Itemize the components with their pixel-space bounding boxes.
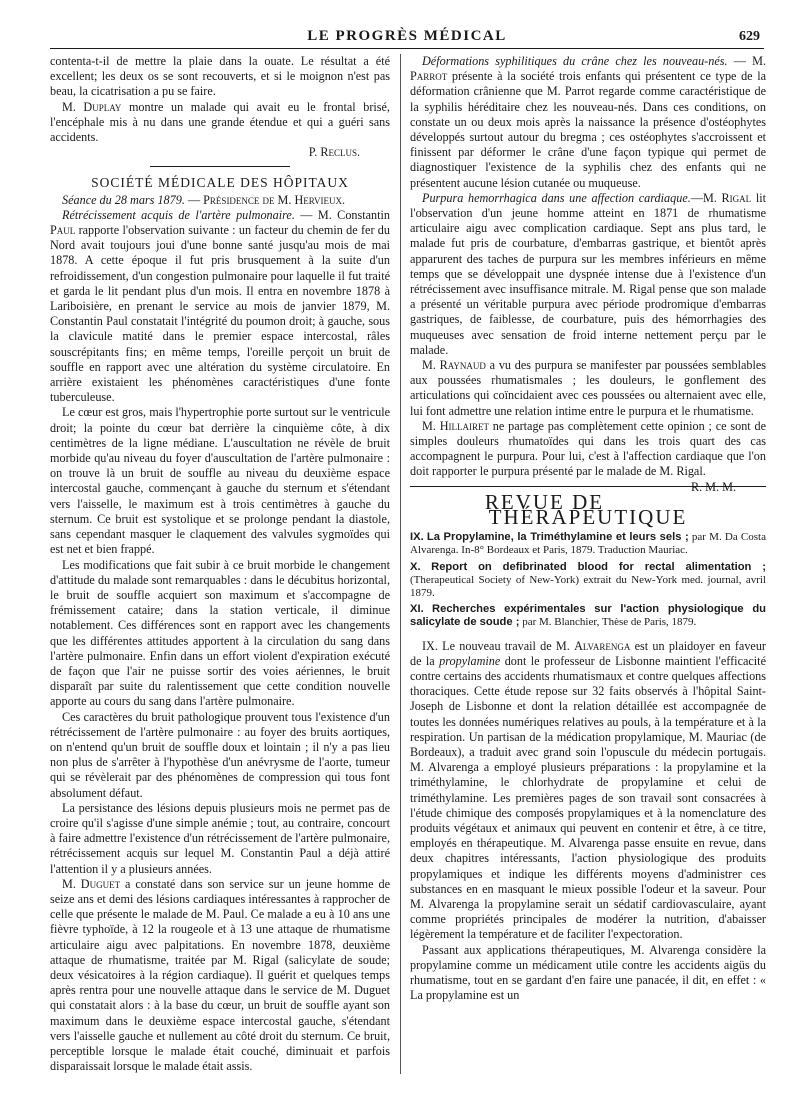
- reference-entry: XI. Recherches expérimentales sur l'action physiologique du salicylate de soude ; par M. Blanchier, Thèse de Paris, 1879.: [410, 603, 766, 629]
- section-title: SOCIÉTÉ MÉDICALE DES HÔPITAUX: [91, 175, 349, 191]
- author-name: M. Duplay: [62, 99, 122, 114]
- paragraph: La persistance des lésions depuis plusieurs mois ne permet pas de croire qu'il s'agisse d'une simple anémie ; tout, au contraire, concourt à faire admettre l'existence d'un rétrécissement de l'artère pulmonaire, rétrécissement acquis sur lequel M. Constantin Paul a déjà attiré l'attention il y a plusieurs années.: [50, 800, 390, 876]
- page-number: 629: [739, 29, 760, 44]
- journal-title: LE PROGRÈS MÉDICAL: [307, 28, 507, 44]
- section-divider: [150, 166, 290, 167]
- column-divider: [400, 54, 401, 1074]
- paragraph: contenta-t-il de mettre la plaie dans la ouate. Le résultat a été excellent; les deux os se sont recouverts, et si le moignon n'est pas beau, la cicatrisation a pu se faire.: [50, 54, 390, 99]
- section-title: REVUE DE THÉRAPEUTIQUE: [484, 489, 688, 529]
- paragraph: Passant aux applications thérapeutiques, M. Alvarenga considère la propylamine comme un médicament utile contre les accidents aigüs du rhumatisme, tout en se gardant d'en faire une panacée, il dit, en effet : « La propylamine est un: [410, 942, 766, 1003]
- author-name: M. Hillairet: [422, 418, 489, 433]
- paragraph: IX. Le nouveau travail de M. Alvarenga est un plaidoyer en faveur de la propylamine dont le professeur de Lisbonne maintient l'efficacité contre certains des accidents rhumatismaux et contre quelques affections thoraciques. Cette étude repose sur 32 faits observés à l'hôpital Saint-Joseph de Lisbonne et dont la relation détaillée est accompagnée de toutes les données numériques relatives au pouls, à la température et à la respiration. Un partisan de la médication propylamique, M. Mauriac (de Bordeaux), a traduit avec grand soin l'opuscule du médecin portugais. M. Alvarenga a employé plusieurs préparations : la propylamine et la triméthylamine, le chlorhydrate de propylamine et celui de triméthylamine. Les premières pages de son travail sont consacrées à l'étude chimique des composés propylamiques et à la nomenclature des produits végétaux et animaux qui peuvent en contenir et être, à ce titre, employés en thérapeutique. M. Alvarenga passe ensuite en revue, dans deux chapitres intéressants, l'action physiologique des produits propylamiques et indique les différents moyens d'administrer ces substances en en masquant le mieux possible l'odeur et la saveur. Pour M. Alvarenga la propylamine serait un sédatif cardiovasculaire, ayant comme propriétés principales de modérer la nutrition, d'abaisser légèrement la température et de faciliter l'expectoration.: [410, 638, 766, 942]
- reference-entry: X. Report on defibrinated blood for rectal alimentation ; (Therapeutical Society of New-York) extrait du New-York med. journal, avril 1879.: [410, 560, 766, 599]
- paragraph: M. Duguet a constaté dans son service sur un jeune homme de seize ans et demi des lésions cardiaques intéressantes à rapprocher de celle que présente le malade de M. Paul. Ce malade a eu à 10 ans une fièvre typhoïde, à 12 la rougeole et à 13 une attaque de rhumatisme articulaire aigu avec palpitations. En novembre 1878, deuxième attaque de rhumatisme, traitée par M. Rigal (salicylate de soude; deux vésicatoires à la région cardiaque). Il guérit et quelques temps après rentra pour une nouvelle attaque dans le service de M. Duguet qui constatait alors : à la base du cœur, un bruit de souffle ayant son maximum dans le deuxième espace intercostal gauche, s'étendant vers l'aisselle gauche et nullement au côté droit du sternum. Ce bruit, perceptible lorsque le malade était couché, diminuait et parfois disparaissait lorsque le malade était assis.: [50, 876, 390, 1074]
- paragraph: Rétrécissement acquis de l'artère pulmonaire. — M. Constantin Paul rapporte l'observation suivante : un facteur du chemin de fer du Nord avait toujours joui d'une bonne santé jusqu'au mois de mai 1878. A cette époque il fut pris brusquement à la suite d'un refroidissement, d'un congestion pulmonaire pour laquelle il fut traité et garda le lit pendant plus d'un mois. Il entra en novembre 1878 à Lariboisière, en prenant le service au mois de janvier 1879, M. Constantin Paul constatait l'intégrité du poumon droit; à gauche, sous la clavicule matité dans le premier espace intercostal, râles souscrépitants fins; en même temps, l'oreille perçoit un bruit de souffle en rapport avec une altération du système circulatoire. En arrière existaient les phénomènes caractéristiques d'une fonte tuberculeuse.: [50, 207, 390, 405]
- signature: P. Reclus.: [308, 145, 360, 160]
- author-name: M. Raynaud: [422, 358, 486, 373]
- paragraph: Ces caractères du bruit pathologique prouvent tous l'existence d'un rétrécissement de l'artère pulmonaire : au foyer des bruits aortiques, on n'entend qu'un bruit de souffle doux et lointain ; il n'y a pas lieu non plus de s'arrêter à l'hypothèse d'un anévrysme de l'aorte, tumeur qui se révèlerait par des phénomènes de compression qui tous font absolument défaut.: [50, 709, 390, 800]
- session-line: Séance du 28 mars 1879. — Présidence de M. Hervieux.: [62, 192, 346, 207]
- signature: R. M. M.: [690, 479, 736, 494]
- paragraph: M. Hillairet ne partage pas complètement cette opinion ; ce sont de simples douleurs rhumatoïdes qui dans les trois quart des cas accompagnent le purpura. Pour lui, c'est à l'affection cardiaque que l'on doit rapporter le purpura présenté par le malade de M. Rigal. R. M. M.: [410, 418, 766, 494]
- page-header: [50, 26, 764, 49]
- paragraph: Le cœur est gros, mais l'hypertrophie porte surtout sur le ventricule droit; la pointe du cœur bat derrière la cinquième côte, à dix centimètres de la ligne médiane. L'auscultation ne révèle de bruit morbide qu'au niveau du foyer d'auscultation de l'artère pulmonaire : on trouve là un bruit de souffle au niveau du deuxième espace intercostal gauche, commençant à gauche du sternum et s'étendant vers l'aisselle, le maximum est à trois centimètres à gauche du sternum. Ce bruit est systolique et se prolonge pendant la diastole, sans cependant masquer le claquement des valvules sygmoïdes qui est net et bien frappé.: [50, 405, 390, 557]
- paragraph: M. Raynaud a vu des purpura se manifester par poussées semblables aux poussées rhumatismales ; les douleurs, le gonflement des articulations qui coïncidaient avec ces poussées ou alternaient avec elle, lui font admettre une relation intime entre le purpura et le rhumatisme.: [410, 358, 766, 418]
- article-heading: Déformations syphilitiques du crâne chez les nouveau-nés.: [422, 54, 728, 68]
- paragraph: Déformations syphilitiques du crâne chez les nouveau-nés. — M. Parrot présente à la société trois enfants qui présentent ce type de la déformation crânienne que M. Parrot regarde comme caractéristique de la syphilis héréditaire chez les nouveau-nés. Dans ces conditions, on constate un ou deux mois après la naissance la présence d'ostéophytes développés surtout autour du bregma ; ces ostéophytes s'accroissent et finissent par déformer le crâne d'une façon typique qui permet de diagnostiquer l'existence de la syphilis chez des enfants qui ne présentent aucune lésion cutanée ou muqueuse.: [410, 54, 766, 190]
- right-column: [410, 54, 766, 1104]
- reference-entry: IX. La Propylamine, la Triméthylamine et leurs sels ; par M. Da Costa Alvarenga. In-8° Bordeaux et Paris, 1879. Traduction Mauriac.: [410, 531, 766, 557]
- paragraph: M. Duplay montre un malade qui avait eu le frontal brisé, l'encéphale mis à nu dans une grande étendue et qui a guéri sans accidents.: [50, 99, 390, 145]
- article-heading: Rétrécissement acquis de l'artère pulmonaire.: [62, 207, 295, 222]
- paragraph: Purpura hemorrhagica dans une affection cardiaque.—M. Rigal lit l'observation d'un jeune homme atteint en 1871 de rhumatisme articulaire aigu avec complication cardiaque. Sept ans plus tard, le malade fut pris de courbature, d'embarras gastrique, et bientôt après apparurent des taches de purpura sur les membres inférieurs en même temps que se développait une dyspnée intense due à l'existence d'un rétrécissement avec insuffisance mitrale. M. Rigal pense que son malade a présenté un véritable purpura avec période prodromique d'embarras gastriques, de faiblesse, de courbature, puis des hémorrhagies des muqueuses avec sensation de froid interne nettement perçu par le malade.: [410, 190, 766, 357]
- paragraph: Les modifications que fait subir à ce bruit morbide le changement d'attitude du malade sont remarquables : dans le décubitus horizontal, le bruit de souffle acquiert son maximum et s'accompagne de frémissement cataire; dans la station verticale, il diminue notablement. Ces différences sont en rapport avec les changements que les différentes attitudes apportent à la circulation du sang dans l'artère pulmonaire. Enfin dans un effort violent d'expiration exécuté de façon que l'air ne puisse sortir des voies aériennes, le bruit disparaît par suite du ralentissement que cette condition nouvelle apporte au cours du sang dans l'artère pulmonaire.: [50, 557, 390, 709]
- left-column: [50, 54, 390, 1104]
- article-heading: Purpura hemorrhagica dans une affection cardiaque.: [422, 190, 691, 205]
- author-name: M. Duguet: [62, 876, 121, 891]
